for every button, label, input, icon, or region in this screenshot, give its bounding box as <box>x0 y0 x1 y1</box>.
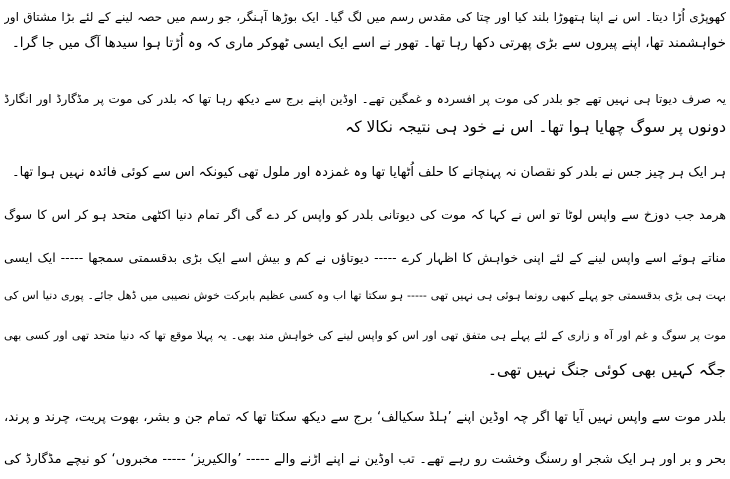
text-line-11: بلدر موت سے واپس نہیں آیا تھا اگر چہ اوڈین اپنے ’ہلڈ سکیالف‘ برج سے دیکھ سکتا تھا کہ تمام جن و بشر، بھوت پریت، چرند و پرند، <box>4 410 726 425</box>
text-line-2: خواہشمند تھا، اپنے پیروں سے بڑی پھرتی دکھا رہا تھا۔ تھور نے اسے ایک ایسی ٹھوکر ماری کہ وہ اُڑتا ہوا سیدھا آگ میں جا گرا۔ <box>11 35 726 51</box>
text-line-4: دونوں پر سوگ چھایا ہوا تھا۔ اس نے خود ہی نتیجہ نکالا کہ <box>345 118 726 136</box>
text-line-1: کھوپڑی اُڑا دیتا۔ اس نے اپنا ہتھوڑا بلند کیا اور چتا کی مقدس رسم میں لگ گیا۔ ایک بوڑھا آہنگر، جو رسم میں حصہ لینے کے لئے بڑا مشتاق اور <box>4 10 726 24</box>
text-line-12: بحر و بر اور ہر ایک شجر او رسنگ وخشت رو رہے تھے۔ تب اوڈین نے اپنے اڑنے والے ----- ’والکیریز‘ ----- مخبروں‘ کو نیچے مڈگارڈ کی <box>4 452 726 467</box>
text-line-6: ھرمد جب دوزخ سے واپس لوٹا تو اس نے کہا کہ موت کی دیوتانی بلدر کو واپس کر دے گی اگر تمام دنیا اکٹھی متحد ہو کر اس کا سوگ <box>4 207 726 222</box>
text-line-8: بہت ہی بڑی بدقسمتی جو پہلے کبھی رونما ہوئی ہی نہیں تھی ----- ہو سکتا تھا اب وہ کسی عظیم بابرکت خوش نصیبی میں ڈھل جائے۔ پوری دنیا اس کی <box>4 289 726 302</box>
text-line-10: جگہ کہیں بھی کوئی جنگ نہیں تھی۔ <box>487 361 726 379</box>
text-line-7: مناتے ہوئے اسے واپس لینے کے لئے اپنی خواہش کا اظہار کرے ----- دیوتاؤں نے کم و بیش اسے ایک بڑی بدقسمتی سمجھا ----- ایک ایسی <box>4 250 726 265</box>
text-line-3: یہ صرف دیوتا ہی نہیں تھے جو بلدر کی موت پر افسردہ و غمگین تھے۔ اوڈین اپنے برج سے دیکھ رہا تھا کہ بلدر کی موت پر مڈگارڈ اور انگارڈ <box>4 92 726 106</box>
text-line-5: ہر ایک ہر چیز جس نے بلدر کو نقصان نہ پہنچانے کا حلف اُٹھایا تھا وہ غمزدہ اور ملول تھی کیونکہ اس سے کوئی فائدہ نہیں ہوا تھا۔ <box>11 165 726 180</box>
text-line-9: موت پر سوگ و غم اور آہ و زاری کے لئے پہلے ہی متفق تھی اور اس کو واپس لینے کی خواہش مند بھی۔ یہ پہلا موقع تھا کہ دنیا متحد تھی اور کسی بھی <box>4 329 726 342</box>
